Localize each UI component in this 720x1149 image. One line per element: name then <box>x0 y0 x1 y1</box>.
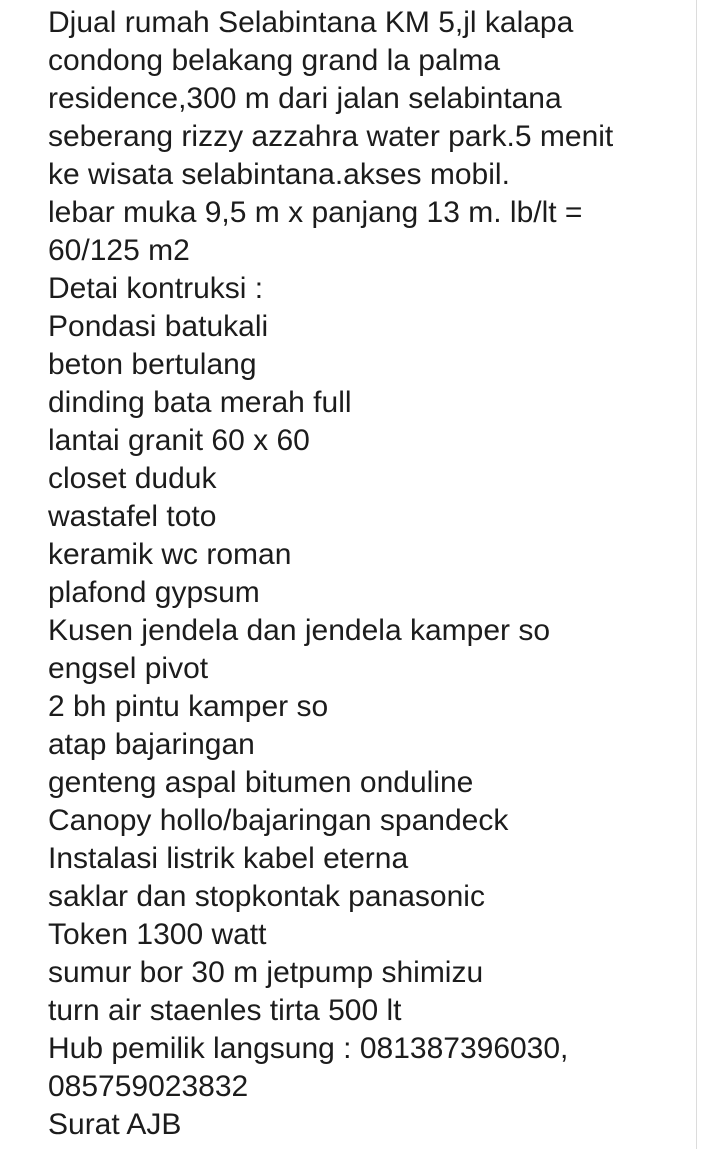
post-line: keramik wc roman <box>48 538 292 571</box>
post-line: condong belakang grand la palma <box>48 44 501 77</box>
post-line: closet duduk <box>48 462 217 495</box>
post-line: atap bajaringan <box>48 728 255 761</box>
post-line: plafond gypsum <box>48 576 260 609</box>
post-line: Surat AJB <box>48 1108 182 1141</box>
post-line: 085759023832 <box>48 1070 249 1103</box>
post-line: lebar muka 9,5 m x panjang 13 m. lb/lt = <box>48 196 583 229</box>
post-line: seberang rizzy azzahra water park.5 menit <box>48 120 614 153</box>
post-line: lantai granit 60 x 60 <box>48 424 310 457</box>
post-line: engsel pivot <box>48 652 209 685</box>
post-line: Canopy hollo/bajaringan spandeck <box>48 804 509 837</box>
post-line: Pondasi batukali <box>48 310 269 343</box>
post-line: 2 bh pintu kamper so <box>48 690 329 723</box>
post-line: ke wisata selabintana.akses mobil. <box>48 158 510 191</box>
post-line: sumur bor 30 m jetpump shimizu <box>48 956 484 989</box>
post-line: wastafel toto <box>48 500 217 533</box>
post-line: Hub pemilik langsung : 081387396030, <box>48 1032 569 1065</box>
post-line: residence,300 m dari jalan selabintana <box>48 82 562 115</box>
post-line: 60/125 m2 <box>48 234 190 267</box>
post-line: turn air staenles tirta 500 lt <box>48 994 402 1027</box>
post-line: saklar dan stopkontak panasonic <box>48 880 485 913</box>
post-line: Token 1300 watt <box>48 918 267 951</box>
post-line: Detai kontruksi : <box>48 272 264 305</box>
post-line: genteng aspal bitumen onduline <box>48 766 474 799</box>
post-line: beton bertulang <box>48 348 257 381</box>
post-line: dinding bata merah full <box>48 386 352 419</box>
post-line: Kusen jendela dan jendela kamper so <box>48 614 551 647</box>
post-line: Djual rumah Selabintana KM 5,jl kalapa <box>48 6 574 39</box>
post-text <box>48 4 688 1144</box>
post-line: Instalasi listrik kabel eterna <box>48 842 409 875</box>
